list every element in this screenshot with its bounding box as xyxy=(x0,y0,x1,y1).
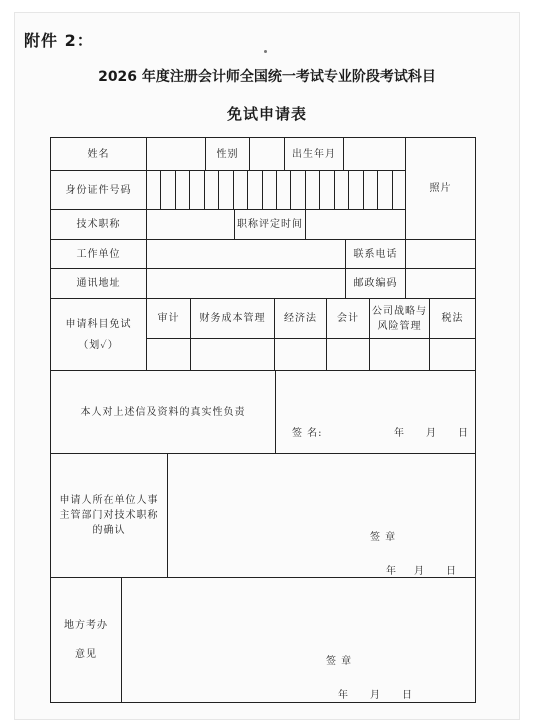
address-field[interactable] xyxy=(146,268,346,299)
title-date-label: 职称评定时间 xyxy=(234,209,306,240)
check-audit[interactable] xyxy=(146,338,191,371)
title-field[interactable] xyxy=(146,209,235,240)
id-digit-divider xyxy=(290,170,291,210)
title-label: 技术职称 xyxy=(50,209,147,240)
attachment-label: 附件 2： xyxy=(24,31,94,50)
unit-stamp-label: 签 章 xyxy=(370,532,397,543)
name-label: 姓名 xyxy=(50,137,147,171)
subject-accounting: 会计 xyxy=(326,298,370,339)
id-digit-divider xyxy=(377,170,378,210)
photo-label: 照片 xyxy=(429,183,452,194)
unit-month: 月 xyxy=(414,566,425,577)
unit-confirm-label: 申请人所在单位人事 主管部门对技术职称 的确认 xyxy=(50,453,168,578)
check-tax-law[interactable] xyxy=(429,338,476,371)
work-unit-label: 工作单位 xyxy=(50,239,147,269)
sign-label: 签 名: xyxy=(292,428,323,439)
check-accounting[interactable] xyxy=(326,338,370,371)
local-month: 月 xyxy=(370,690,381,701)
id-digit-divider xyxy=(189,170,190,210)
id-digit-divider xyxy=(363,170,364,210)
form-title: 2026 年度注册会计师全国统一考试专业阶段考试科目 xyxy=(98,69,436,85)
gender-field[interactable] xyxy=(249,137,285,171)
declaration-text: 本人对上述信及资料的真实性负责 xyxy=(50,370,276,454)
id-digit-divider xyxy=(348,170,349,210)
id-digit-divider xyxy=(218,170,219,210)
subject-financial-cost: 财务成本管理 xyxy=(190,298,275,339)
id-digit-divider xyxy=(319,170,320,210)
birth-label: 出生年月 xyxy=(284,137,344,171)
id-digit-divider xyxy=(392,170,393,210)
local-year: 年 xyxy=(338,690,349,701)
id-digit-divider xyxy=(160,170,161,210)
subject-economic-law: 经济法 xyxy=(274,298,327,339)
subject-strategy-risk: 公司战略与 风险管理 xyxy=(369,298,430,339)
postcode-field[interactable] xyxy=(405,268,476,299)
local-opinion-label: 意见 xyxy=(75,649,97,660)
photo-box xyxy=(405,137,476,240)
sign-day: 日 xyxy=(458,428,469,439)
sign-year: 年 xyxy=(394,428,405,439)
id-digit-divider xyxy=(233,170,234,210)
local-opinion-box[interactable] xyxy=(121,577,476,703)
unit-year: 年 xyxy=(386,566,397,577)
id-digit-divider xyxy=(276,170,277,210)
id-digit-divider xyxy=(204,170,205,210)
id-label: 身份证件号码 xyxy=(50,170,147,210)
birth-field[interactable] xyxy=(343,137,406,171)
check-economic-law[interactable] xyxy=(274,338,327,371)
work-unit-field[interactable] xyxy=(146,239,346,269)
check-strategy-risk[interactable] xyxy=(369,338,430,371)
sign-month: 月 xyxy=(426,428,437,439)
subject-label-cell xyxy=(50,298,147,371)
id-digit-divider xyxy=(262,170,263,210)
unit-confirm-box[interactable] xyxy=(167,453,476,578)
name-field[interactable] xyxy=(146,137,206,171)
id-digit-divider xyxy=(175,170,176,210)
gender-label: 性别 xyxy=(205,137,250,171)
local-office-label: 地方考办 xyxy=(64,620,108,631)
subject-label: 申请科目免试 xyxy=(65,318,132,330)
unit-day: 日 xyxy=(446,566,457,577)
subject-mark: （划✓） xyxy=(78,339,119,351)
subject-audit: 审计 xyxy=(146,298,191,339)
local-stamp-label: 签 章 xyxy=(326,656,353,667)
address-label: 通讯地址 xyxy=(50,268,147,299)
form-subtitle: 免试申请表 xyxy=(226,105,307,123)
phone-field[interactable] xyxy=(405,239,476,269)
postcode-label: 邮政编码 xyxy=(345,268,406,299)
phone-label: 联系电话 xyxy=(345,239,406,269)
id-digit-divider xyxy=(247,170,248,210)
title-date-field[interactable] xyxy=(305,209,406,240)
subject-tax-law: 税法 xyxy=(429,298,476,339)
check-financial-cost[interactable] xyxy=(190,338,275,371)
id-digit-divider xyxy=(305,170,306,210)
local-day: 日 xyxy=(402,690,413,701)
id-digit-divider xyxy=(334,170,335,210)
local-office-cell xyxy=(50,577,122,703)
signature-box[interactable] xyxy=(275,370,476,454)
